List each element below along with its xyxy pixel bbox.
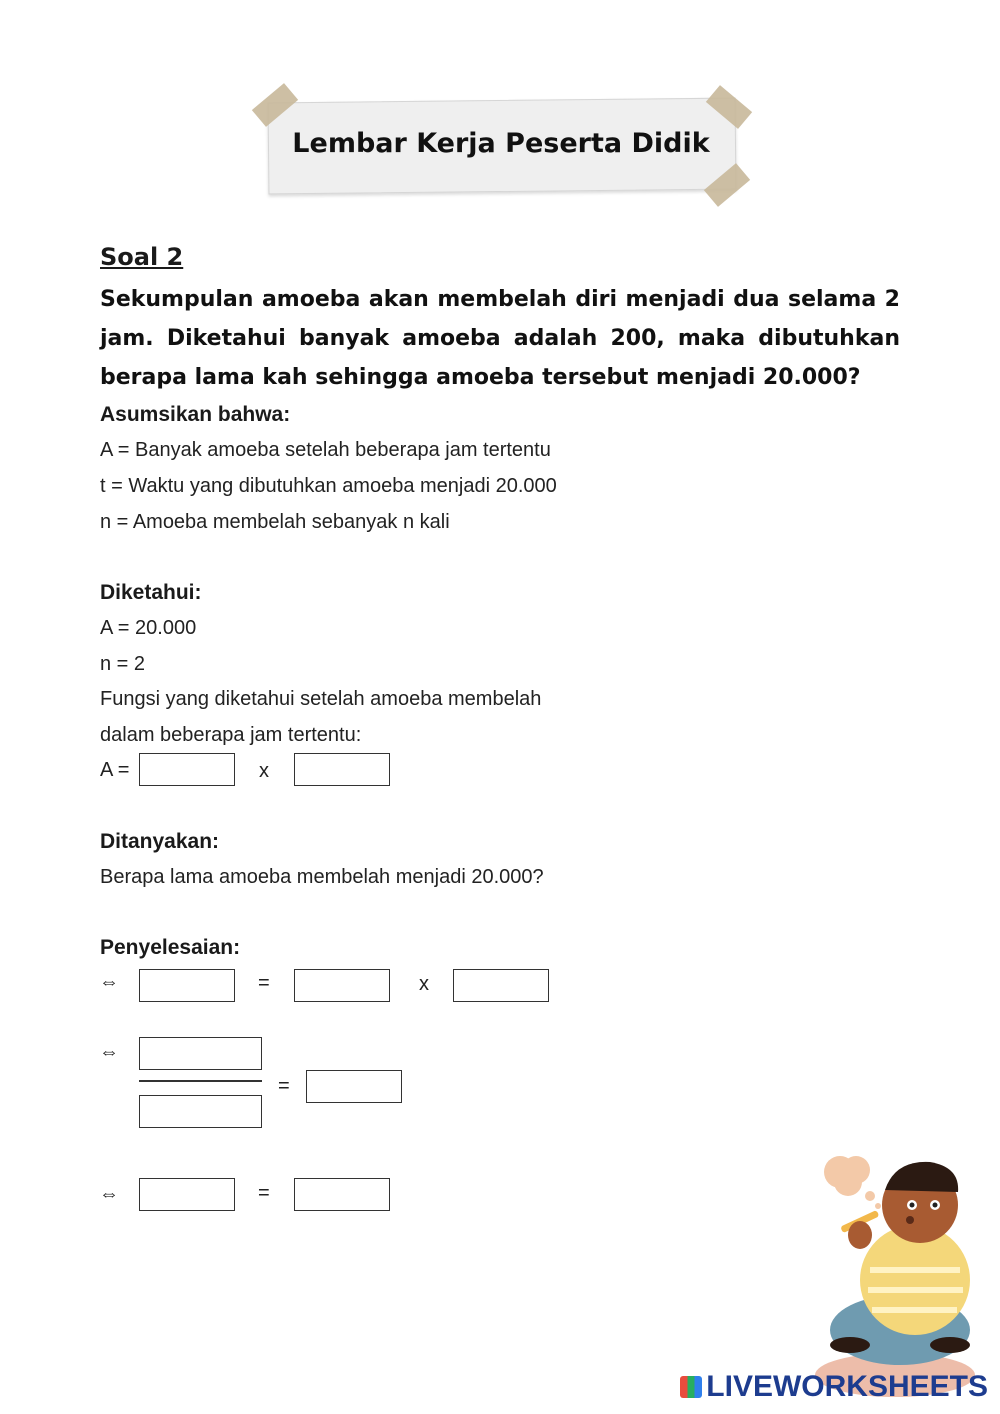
times-symbol: x (419, 973, 429, 995)
answer-box-step1-b[interactable] (294, 969, 390, 1002)
title-banner (268, 100, 734, 190)
assume-line: t = Waktu yang dibutuhkan amoeba menjadi 20.000 (100, 475, 557, 497)
assume-line: n = Amoeba membelah sebanyak n kali (100, 511, 450, 533)
iff-symbol: ⇔ (99, 971, 119, 993)
liveworksheets-logo (680, 1370, 988, 1404)
page-title: Lembar Kerja Peserta Didik (292, 128, 710, 159)
answer-box-known-1[interactable] (139, 753, 235, 786)
assume-heading: Asumsikan bahwa: (100, 403, 291, 426)
equals-symbol: = (258, 1182, 270, 1204)
answer-box-denominator[interactable] (139, 1095, 262, 1128)
answer-box-step1-a[interactable] (139, 969, 235, 1002)
answer-box-step1-c[interactable] (453, 969, 549, 1002)
answer-box-known-2[interactable] (294, 753, 390, 786)
answer-box-step2-result[interactable] (306, 1070, 402, 1103)
question-text: Sekumpulan amoeba akan membelah diri menjadi dua selama 2 jam. Diketahui banyak amoeba adalah 200, maka dibutuhkan berapa lama kah sehingga amoeba tersebut menjadi 20.000? (100, 287, 900, 390)
solution-heading: Penyelesaian: (100, 936, 241, 959)
known-line: dalam beberapa jam tertentu: (100, 724, 362, 746)
iff-symbol: ⇔ (99, 1183, 119, 1205)
question-label: Soal 2 (100, 243, 184, 271)
answer-box-step3-b[interactable] (294, 1178, 390, 1211)
brand-name: LIVEWORKSHEETS (706, 1370, 988, 1403)
asked-heading: Ditanyakan: (100, 830, 220, 853)
equals-symbol: = (258, 972, 270, 994)
known-line: n = 2 (100, 653, 146, 675)
equals-symbol: = (278, 1075, 290, 1097)
known-line: A = 20.000 (100, 617, 197, 639)
thought-cloud-icon (824, 1156, 881, 1209)
answer-box-numerator[interactable] (139, 1037, 262, 1070)
answer-box-step3-a[interactable] (139, 1178, 235, 1211)
iff-symbol: ⇔ (99, 1041, 119, 1063)
asked-text: Berapa lama amoeba membelah menjadi 20.000? (100, 866, 544, 888)
known-line: Fungsi yang diketahui setelah amoeba membelah (100, 688, 542, 710)
known-heading: Diketahui: (100, 581, 202, 604)
times-symbol: x (259, 760, 269, 782)
logo-icon (680, 1376, 702, 1398)
formula-prefix: A = (100, 759, 130, 781)
assume-line: A = Banyak amoeba setelah beberapa jam tertentu (100, 439, 551, 461)
fraction-bar (139, 1080, 262, 1082)
